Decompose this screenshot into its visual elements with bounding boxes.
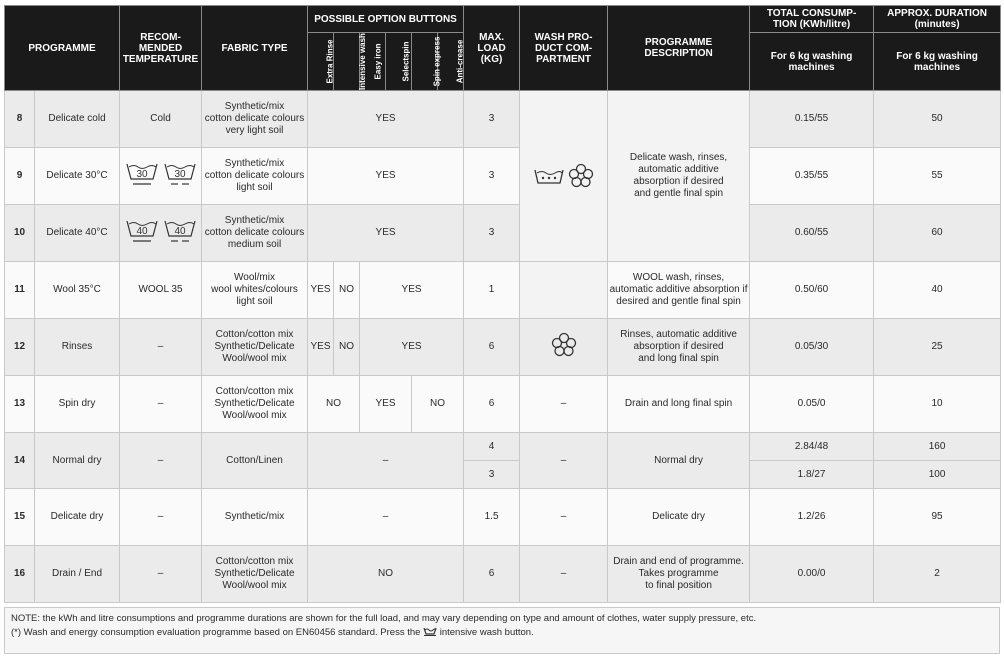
max-load: 3 xyxy=(464,91,520,148)
table-row xyxy=(5,433,1001,461)
max-load: 6 xyxy=(464,376,520,433)
programme-name: Delicate dry xyxy=(35,489,120,546)
option-buttons: – xyxy=(308,489,464,546)
svg-text:30: 30 xyxy=(173,169,186,180)
svg-text:40: 40 xyxy=(173,226,186,237)
header-consumption: TOTAL CONSUMP- TION (KWh/litre) xyxy=(750,6,874,33)
consumption: 2.84/48 xyxy=(750,433,874,461)
header-option-easy-iron: Easy iron xyxy=(360,33,386,91)
option-buttons-c: NO xyxy=(412,376,464,433)
fabric-type: Synthetic/mix cotton delicate colours light soil xyxy=(202,148,308,205)
consumption: 0.05/0 xyxy=(750,376,874,433)
programme-number: 10 xyxy=(5,205,35,262)
programme-number: 14 xyxy=(5,433,35,489)
fabric-type: Synthetic/mix cotton delicate colours medium soil xyxy=(202,205,308,262)
consumption: 0.05/30 xyxy=(750,319,874,376)
programme-name: Delicate cold xyxy=(35,91,120,148)
flower-icon xyxy=(568,163,594,189)
description: Drain and long final spin xyxy=(608,376,750,433)
temperature: Cold xyxy=(120,91,202,148)
compartment: – xyxy=(520,489,608,546)
header-fabric-type: FABRIC TYPE xyxy=(202,6,308,91)
footnote-standard: (*) Wash and energy consumption evaluation programme based on EN60456 standard. Press the intensive wash button. xyxy=(11,627,534,638)
compartment: – xyxy=(520,376,608,433)
duration: 55 xyxy=(874,148,1001,205)
fabric-type: Synthetic/mix cotton delicate colours very light soil xyxy=(202,91,308,148)
wash-temperature-icon xyxy=(163,218,197,248)
consumption: 0.00/0 xyxy=(750,546,874,603)
max-load: 3 xyxy=(464,148,520,205)
option-buttons: – xyxy=(308,433,464,489)
description-delicate: Delicate wash, rinses, automatic additive absorption if desired and gentle final spin xyxy=(608,91,750,262)
header-programme: PROGRAMME xyxy=(5,6,120,91)
max-load: 1.5 xyxy=(464,489,520,546)
header-compartment: WASH PRO- DUCT COM- PARTMENT xyxy=(520,6,608,91)
programme-name: Drain / End xyxy=(35,546,120,603)
header-consumption-sub: For 6 kg washing machines xyxy=(750,33,874,91)
fabric-type: Cotton/cotton mix Synthetic/Delicate Wool/wool mix xyxy=(202,319,308,376)
fabric-type: Synthetic/mix xyxy=(202,489,308,546)
fabric-type: Cotton/cotton mix Synthetic/Delicate Wool/wool mix xyxy=(202,546,308,603)
option-buttons: YES xyxy=(308,91,464,148)
programme-name: Normal dry xyxy=(35,433,120,489)
temperature: – xyxy=(120,376,202,433)
wash-temperature-icon xyxy=(125,218,159,248)
programme-number: 13 xyxy=(5,376,35,433)
compartment: – xyxy=(520,433,608,489)
temperature: – xyxy=(120,319,202,376)
duration: 60 xyxy=(874,205,1001,262)
footnote-note: NOTE: the kWh and litre consumptions and programme durations are shown for the full load, and may vary depending on type and amount of clothes, water supply pressure, etc. xyxy=(11,613,757,624)
programme-name: Delicate 40°C xyxy=(35,205,120,262)
option-buttons-rest: YES xyxy=(360,262,464,319)
programme-name: Delicate 30°C xyxy=(35,148,120,205)
fabric-type: Cotton/cotton mix Synthetic/Delicate Wool/wool mix xyxy=(202,376,308,433)
wash-tub-icon xyxy=(534,167,564,185)
programme-table xyxy=(4,5,1001,603)
duration: 100 xyxy=(874,461,1001,489)
duration: 95 xyxy=(874,489,1001,546)
option-extra-rinse: YES xyxy=(308,319,334,376)
wash-temperature-icon xyxy=(163,161,197,191)
header-duration: APPROX. DURATION (minutes) xyxy=(874,6,1001,33)
consumption: 0.50/60 xyxy=(750,262,874,319)
max-load: 1 xyxy=(464,262,520,319)
option-buttons: YES xyxy=(308,148,464,205)
table-row xyxy=(5,319,1001,376)
compartment-delicate xyxy=(520,91,608,262)
flower-icon xyxy=(551,350,577,361)
fabric-type: Wool/mix wool whites/colours light soil xyxy=(202,262,308,319)
programme-name: Spin dry xyxy=(35,376,120,433)
programme-number: 8 xyxy=(5,91,35,148)
table-row xyxy=(5,546,1001,603)
compartment xyxy=(520,262,608,319)
header-option-spin-express: Spin express xyxy=(412,33,438,91)
consumption: 0.15/55 xyxy=(750,91,874,148)
wash-temperature-icon xyxy=(125,161,159,191)
option-extra-rinse: YES xyxy=(308,262,334,319)
footnote xyxy=(4,607,1000,654)
duration: 10 xyxy=(874,376,1001,433)
max-load: 4 xyxy=(464,433,520,461)
header-option-buttons: POSSIBLE OPTION BUTTONS xyxy=(308,6,464,33)
programme-number: 15 xyxy=(5,489,35,546)
max-load: 6 xyxy=(464,319,520,376)
header-option-intensive-wash: Intensive wash xyxy=(334,33,360,91)
svg-text:40: 40 xyxy=(135,226,148,237)
table-row xyxy=(5,262,1001,319)
temperature xyxy=(120,148,202,205)
option-buttons-b: YES xyxy=(360,376,412,433)
description: Drain and end of programme. Takes programme to final position xyxy=(608,546,750,603)
temperature: – xyxy=(120,433,202,489)
temperature: WOOL 35 xyxy=(120,262,202,319)
svg-text:30: 30 xyxy=(135,169,148,180)
max-load: 3 xyxy=(464,205,520,262)
programme-number: 16 xyxy=(5,546,35,603)
fabric-type: Cotton/Linen xyxy=(202,433,308,489)
description: Normal dry xyxy=(608,433,750,489)
header-option-extra-rinse: Extra Rinse xyxy=(308,33,334,91)
option-buttons: NO xyxy=(308,546,464,603)
compartment: – xyxy=(520,546,608,603)
consumption: 0.35/55 xyxy=(750,148,874,205)
header-option-selectspin: Selectspin xyxy=(386,33,412,91)
consumption: 1.8/27 xyxy=(750,461,874,489)
programme-number: 9 xyxy=(5,148,35,205)
programme-number: 11 xyxy=(5,262,35,319)
table-row xyxy=(5,205,1001,262)
table-row xyxy=(5,489,1001,546)
temperature xyxy=(120,205,202,262)
header-description: PROGRAMME DESCRIPTION xyxy=(608,6,750,91)
programme-name: Rinses xyxy=(35,319,120,376)
option-intensive-wash: NO xyxy=(334,262,360,319)
option-buttons-a: NO xyxy=(308,376,360,433)
header-temperature: RECOM- MENDED TEMPERATURE xyxy=(120,6,202,91)
header-duration-sub: For 6 kg washing machines xyxy=(874,33,1001,91)
programme-name: Wool 35°C xyxy=(35,262,120,319)
option-buttons: YES xyxy=(308,205,464,262)
description: Rinses, automatic additive absorption if desired and long final spin xyxy=(608,319,750,376)
table-row xyxy=(5,91,1001,148)
header-max-load: MAX. LOAD (KG) xyxy=(464,6,520,91)
description: WOOL wash, rinses, automatic additive absorption if desired and gentle final spin xyxy=(608,262,750,319)
temperature: – xyxy=(120,489,202,546)
description: Delicate dry xyxy=(608,489,750,546)
table-row xyxy=(5,376,1001,433)
programme-number: 12 xyxy=(5,319,35,376)
table-row xyxy=(5,148,1001,205)
max-load: 3 xyxy=(464,461,520,489)
duration: 50 xyxy=(874,91,1001,148)
duration: 40 xyxy=(874,262,1001,319)
duration: 160 xyxy=(874,433,1001,461)
option-buttons-rest: YES xyxy=(360,319,464,376)
duration: 25 xyxy=(874,319,1001,376)
intensive-wash-icon xyxy=(423,627,437,638)
header-option-anti-crease: Anti-crease xyxy=(438,33,464,91)
consumption: 1.2/26 xyxy=(750,489,874,546)
temperature: – xyxy=(120,546,202,603)
max-load: 6 xyxy=(464,546,520,603)
compartment xyxy=(520,319,608,376)
consumption: 0.60/55 xyxy=(750,205,874,262)
duration: 2 xyxy=(874,546,1001,603)
option-intensive-wash: NO xyxy=(334,319,360,376)
